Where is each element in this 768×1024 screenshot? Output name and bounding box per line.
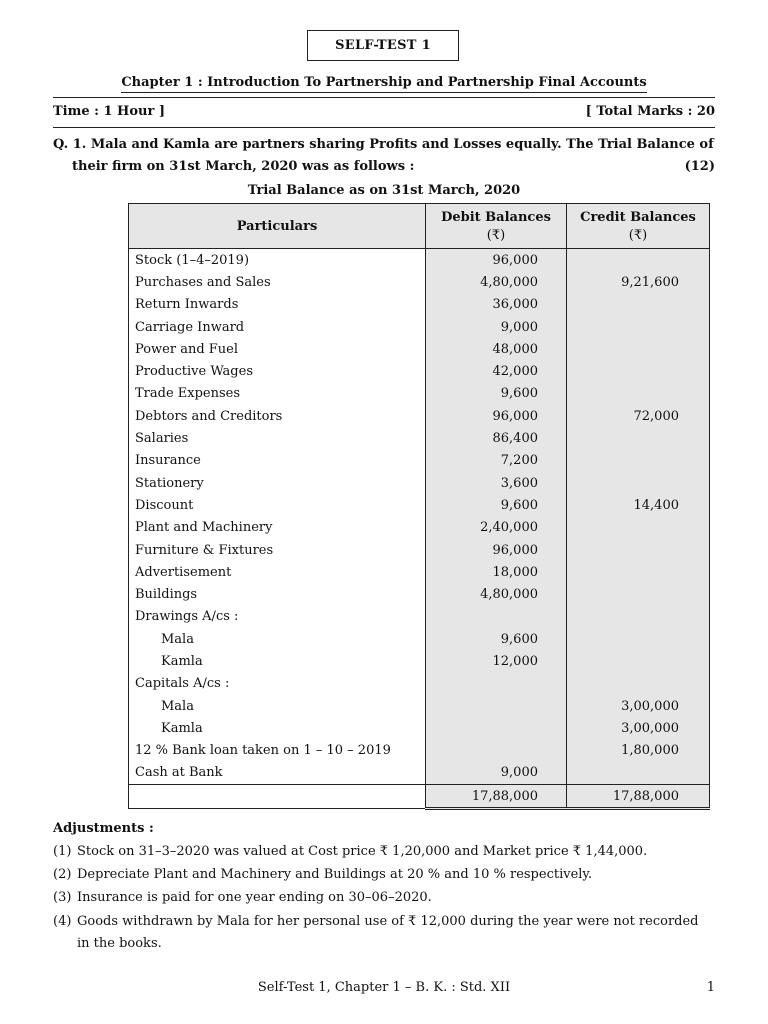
adjustment-number: (3)	[53, 890, 72, 905]
row-particular: Kamla	[129, 717, 426, 739]
adjustment-text: Stock on 31–3–2020 was valued at Cost price ₹ 1,20,000 and Market price ₹ 1,44,000.	[77, 844, 648, 859]
time-label: Time : 1 Hour ]	[53, 104, 165, 119]
table-row	[129, 561, 710, 583]
table-row	[129, 650, 710, 672]
row-debit: 9,600	[426, 628, 567, 650]
row-debit	[426, 695, 567, 717]
row-credit	[567, 650, 710, 672]
row-debit: 48,000	[426, 338, 567, 360]
row-credit	[567, 539, 710, 561]
adjustment-text: Depreciate Plant and Machinery and Buildings at 20 % and 10 % respectively.	[77, 867, 593, 882]
table-row	[129, 316, 710, 338]
row-particular: Stationery	[129, 472, 426, 494]
table-row	[129, 517, 710, 539]
table-row	[129, 762, 710, 785]
row-particular: Productive Wages	[129, 360, 426, 382]
time-marks-row	[53, 104, 715, 119]
adjustment-number: (2)	[53, 867, 72, 882]
row-particular: Insurance	[129, 450, 426, 472]
row-credit	[567, 294, 710, 316]
row-credit	[567, 249, 710, 272]
table-row	[129, 383, 710, 405]
row-credit	[567, 450, 710, 472]
row-debit: 2,40,000	[426, 517, 567, 539]
divider	[53, 97, 715, 98]
row-particular: Return Inwards	[129, 294, 426, 316]
self-test-title: SELF-TEST 1	[307, 30, 459, 61]
question-marks: (12)	[684, 159, 715, 174]
table-row	[129, 628, 710, 650]
table-row	[129, 583, 710, 605]
row-credit	[567, 472, 710, 494]
row-credit: 3,00,000	[567, 717, 710, 739]
total-particular	[129, 785, 426, 809]
header-particulars: Particulars	[129, 204, 426, 249]
table-row	[129, 427, 710, 449]
table-row	[129, 294, 710, 316]
row-particular: Salaries	[129, 427, 426, 449]
table-row	[129, 249, 710, 272]
table-row	[129, 271, 710, 293]
header-debit	[426, 204, 567, 249]
table-row	[129, 717, 710, 739]
row-particular: Mala	[129, 628, 426, 650]
adjustment-item	[53, 890, 715, 905]
row-credit: 9,21,600	[567, 271, 710, 293]
row-particular: Debtors and Creditors	[129, 405, 426, 427]
total-row	[129, 785, 710, 809]
trial-balance-title: Trial Balance as on 31st March, 2020	[247, 183, 521, 198]
table-row	[129, 673, 710, 695]
row-particular: Purchases and Sales	[129, 271, 426, 293]
row-debit: 18,000	[426, 561, 567, 583]
trial-balance-table	[128, 203, 710, 810]
row-debit	[426, 717, 567, 739]
table-row	[129, 695, 710, 717]
table-row	[129, 539, 710, 561]
row-particular: Advertisement	[129, 561, 426, 583]
row-particular: Kamla	[129, 650, 426, 672]
header-credit	[567, 204, 710, 249]
divider	[53, 127, 715, 128]
table-row	[129, 405, 710, 427]
row-credit	[567, 517, 710, 539]
table-row	[129, 450, 710, 472]
row-credit	[567, 360, 710, 382]
row-debit	[426, 673, 567, 695]
adjustment-item	[53, 844, 715, 859]
row-credit	[567, 427, 710, 449]
adjustments-title: Adjustments :	[53, 821, 154, 836]
total-credit: 17,88,000	[567, 785, 710, 809]
table-row	[129, 740, 710, 762]
total-marks-label: [ Total Marks : 20	[585, 104, 715, 119]
header-debit-currency: (₹)	[486, 227, 506, 243]
chapter-heading	[0, 75, 768, 93]
row-credit	[567, 673, 710, 695]
row-debit	[426, 606, 567, 628]
row-particular: Discount	[129, 494, 426, 516]
row-debit: 96,000	[426, 405, 567, 427]
row-particular: Power and Fuel	[129, 338, 426, 360]
row-debit: 9,600	[426, 494, 567, 516]
row-debit: 96,000	[426, 249, 567, 272]
row-particular: 12 % Bank loan taken on 1 – 10 – 2019	[129, 740, 426, 762]
row-particular: Capitals A/cs :	[129, 673, 426, 695]
chapter-heading-text: Chapter 1 : Introduction To Partnership and Partnership Final Accounts	[121, 75, 646, 93]
row-debit: 4,80,000	[426, 583, 567, 605]
adjustment-text: Goods withdrawn by Mala for her personal use of ₹ 12,000 during the year were not recorded	[77, 914, 699, 929]
row-credit	[567, 583, 710, 605]
row-credit: 72,000	[567, 405, 710, 427]
table-row	[129, 360, 710, 382]
row-particular: Carriage Inward	[129, 316, 426, 338]
row-debit: 9,000	[426, 762, 567, 785]
row-debit	[426, 740, 567, 762]
row-debit: 42,000	[426, 360, 567, 382]
row-debit: 96,000	[426, 539, 567, 561]
row-debit: 86,400	[426, 427, 567, 449]
page-footer: Self-Test 1, Chapter 1 – B. K. : Std. XII	[257, 980, 511, 995]
row-credit: 1,80,000	[567, 740, 710, 762]
adjustment-text: Insurance is paid for one year ending on 30–06–2020.	[77, 890, 432, 905]
question-line-1: Q. 1. Mala and Kamla are partners sharing Profits and Losses equally. The Trial Balance of	[53, 137, 714, 152]
question-text: their firm on 31st March, 2020 was as follows :	[72, 159, 415, 174]
row-debit: 3,600	[426, 472, 567, 494]
row-credit: 3,00,000	[567, 695, 710, 717]
row-particular: Stock (1–4–2019)	[129, 249, 426, 272]
table-row	[129, 472, 710, 494]
row-particular: Trade Expenses	[129, 383, 426, 405]
table-row	[129, 338, 710, 360]
row-particular: Buildings	[129, 583, 426, 605]
row-debit: 9,600	[426, 383, 567, 405]
row-debit: 36,000	[426, 294, 567, 316]
row-particular: Cash at Bank	[129, 762, 426, 785]
total-debit: 17,88,000	[426, 785, 567, 809]
row-credit	[567, 561, 710, 583]
row-credit	[567, 606, 710, 628]
row-particular: Mala	[129, 695, 426, 717]
adjustment-item	[53, 914, 715, 929]
page-number: 1	[706, 980, 715, 995]
adjustment-number: (4)	[53, 914, 72, 929]
row-particular: Plant and Machinery	[129, 517, 426, 539]
row-debit: 9,000	[426, 316, 567, 338]
table-row	[129, 606, 710, 628]
adjustment-item	[53, 867, 715, 882]
row-credit	[567, 762, 710, 785]
row-credit	[567, 316, 710, 338]
header-credit-label: Credit Balances	[580, 209, 696, 225]
row-credit: 14,400	[567, 494, 710, 516]
adjustment-number: (1)	[53, 844, 72, 859]
header-credit-currency: (₹)	[628, 227, 648, 243]
row-debit: 12,000	[426, 650, 567, 672]
row-credit	[567, 628, 710, 650]
row-particular: Drawings A/cs :	[129, 606, 426, 628]
row-debit: 7,200	[426, 450, 567, 472]
row-debit: 4,80,000	[426, 271, 567, 293]
row-particular: Furniture & Fixtures	[129, 539, 426, 561]
adjustment-continuation: in the books.	[77, 936, 162, 951]
question-line-2	[72, 159, 715, 174]
row-credit	[567, 338, 710, 360]
header-debit-label: Debit Balances	[441, 209, 551, 225]
row-credit	[567, 383, 710, 405]
table-row	[129, 494, 710, 516]
